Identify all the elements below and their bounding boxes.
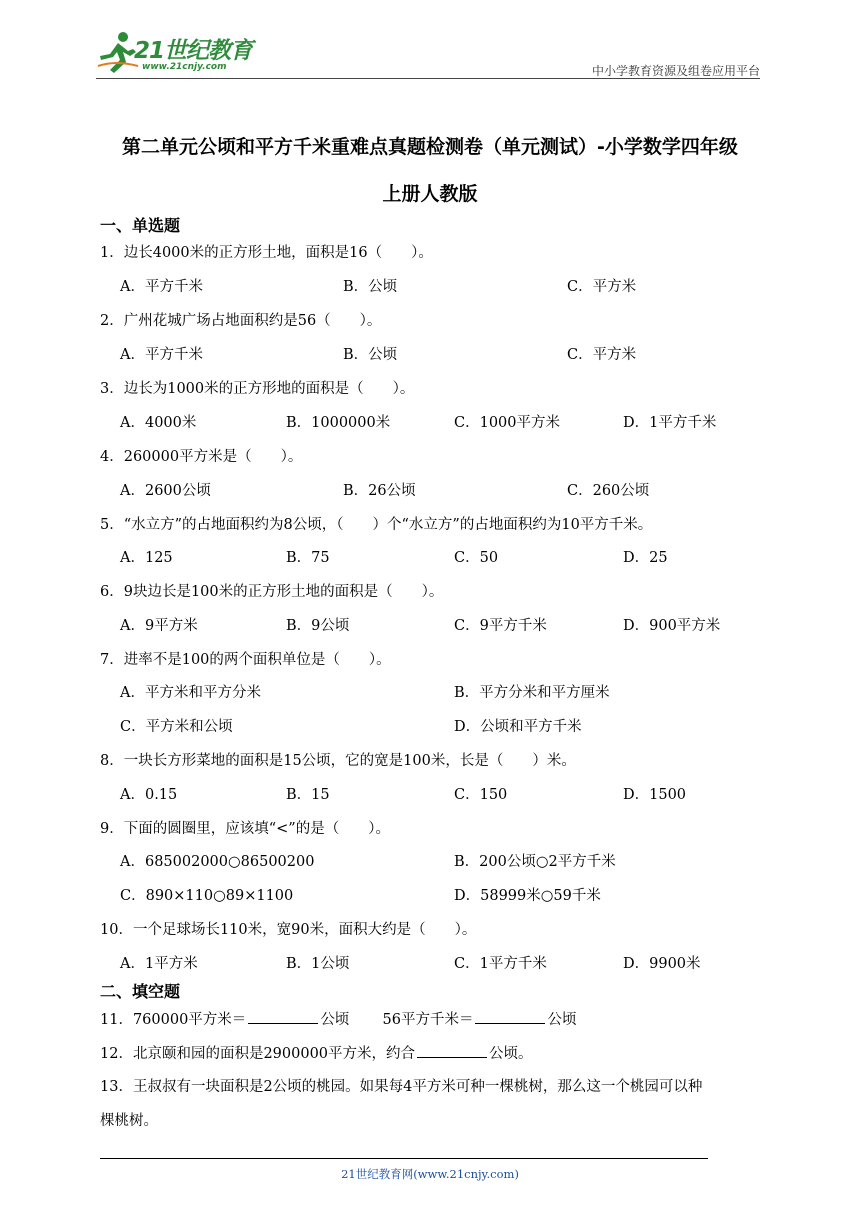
option-5b: B．75 [286, 550, 330, 566]
option-9b: B．200公顷○2平方千米 [454, 854, 616, 870]
site-logo [96, 30, 266, 76]
page-header [96, 30, 760, 78]
option-6b: B．9公顷 [286, 618, 350, 634]
question-8: 8．一块长方形菜地的面积是15公顷，它的宽是100米，长是（ ）米。 [100, 753, 576, 769]
answer-blank-11a[interactable] [248, 1009, 318, 1024]
option-5d: D．25 [623, 550, 668, 566]
question-2: 2．广州花城广场占地面积约是56（ ）。 [100, 313, 382, 329]
question-12-text: 12．北京颐和园的面积是2900000平方米，约合 [100, 1046, 416, 1062]
option-6d: D．900平方米 [623, 618, 721, 634]
option-3b: B．1000000米 [286, 415, 391, 431]
option-8c: C．150 [454, 787, 508, 803]
question-9: 9．下面的圆圈里，应该填“<”的是（ ）。 [100, 821, 390, 837]
option-1a: A．平方千米 [120, 279, 203, 295]
option-7c: C．平方米和公顷 [120, 719, 233, 735]
option-5c: C．50 [454, 550, 499, 566]
question-11-part-1: 11．760000平方米＝ [100, 1012, 247, 1028]
footer-divider [100, 1158, 708, 1159]
option-10d: D．9900米 [623, 956, 701, 972]
question-13: 13．王叔叔有一块面积是2公顷的桃园。如果每4平方米可种一棵桃树，那么这一个桃园可以种 [100, 1079, 703, 1095]
option-8a: A．0.15 [120, 787, 178, 803]
question-5: 5．“水立方”的占地面积约为8公顷，（ ）个“水立方”的占地面积约为10平方千米。 [100, 517, 653, 533]
option-9a: A．685002000○86500200 [120, 854, 315, 870]
option-10b: B．1公顷 [286, 956, 350, 972]
option-4c: C．260公顷 [567, 483, 650, 499]
question-12-unit: 公顷。 [489, 1046, 533, 1062]
question-11-unit-2: 公顷 [547, 1012, 577, 1028]
page-title-line-1: 第二单元公顷和平方千米重难点真题检测卷（单元测试）-小学数学四年级 [122, 136, 738, 158]
option-3a: A．4000米 [120, 415, 197, 431]
option-5a: A．125 [120, 550, 173, 566]
question-11 [100, 1008, 576, 1029]
option-7a: A．平方米和平方分米 [120, 685, 261, 701]
option-4b: B．26公顷 [343, 483, 416, 499]
question-4: 4．260000平方米是（ ）。 [100, 449, 303, 465]
question-1: 1．边长4000米的正方形土地，面积是16（ ）。 [100, 245, 433, 261]
question-6: 6．9块边长是100米的正方形土地的面积是（ ）。 [100, 584, 444, 600]
platform-name: 中小学教育资源及组卷应用平台 [591, 64, 760, 78]
option-3d: D．1平方千米 [623, 415, 717, 431]
option-1b: B．公顷 [343, 279, 398, 295]
option-7d: D．公顷和平方千米 [454, 719, 582, 735]
question-12 [100, 1042, 533, 1063]
question-13-continued: 棵桃树。 [100, 1113, 158, 1129]
header-divider [96, 78, 760, 79]
option-6a: A．9平方米 [120, 618, 198, 634]
question-7: 7．进率不是100的两个面积单位是（ ）。 [100, 652, 391, 668]
section-heading-fill-blank: 二、填空题 [100, 982, 181, 1001]
option-9c: C．890×110○89×1100 [120, 888, 294, 904]
option-1c: C．平方米 [567, 279, 637, 295]
question-3: 3．边长为1000米的正方形地的面积是（ ）。 [100, 381, 415, 397]
option-10a: A．1平方米 [120, 956, 198, 972]
answer-blank-12[interactable] [417, 1043, 487, 1058]
option-7b: B．平方分米和平方厘米 [454, 685, 610, 701]
logo-text: 21世纪教育 [134, 38, 253, 64]
option-10c: C．1平方千米 [454, 956, 547, 972]
section-heading-single-choice: 一、单选题 [100, 216, 181, 235]
option-2b: B．公顷 [343, 347, 398, 363]
question-11-part-2: 56平方千米＝ [382, 1012, 474, 1028]
logo-url: www.21cnjy.com [142, 62, 227, 72]
answer-blank-11b[interactable] [475, 1009, 545, 1024]
option-4a: A．2600公顷 [120, 483, 211, 499]
page-title-line-2: 上册人教版 [382, 183, 478, 205]
option-8d: D．1500 [623, 787, 687, 803]
option-9d: D．58999米○59千米 [454, 888, 601, 904]
question-11-unit-1: 公顷 [320, 1012, 350, 1028]
option-3c: C．1000平方米 [454, 415, 560, 431]
option-2c: C．平方米 [567, 347, 637, 363]
option-6c: C．9平方千米 [454, 618, 547, 634]
question-10: 10．一个足球场长110米，宽90米，面积大约是（ ）。 [100, 922, 477, 938]
footer-source: 21世纪教育网(www.21cnjy.com) [341, 1167, 519, 1181]
option-8b: B．15 [286, 787, 330, 803]
option-2a: A．平方千米 [120, 347, 203, 363]
